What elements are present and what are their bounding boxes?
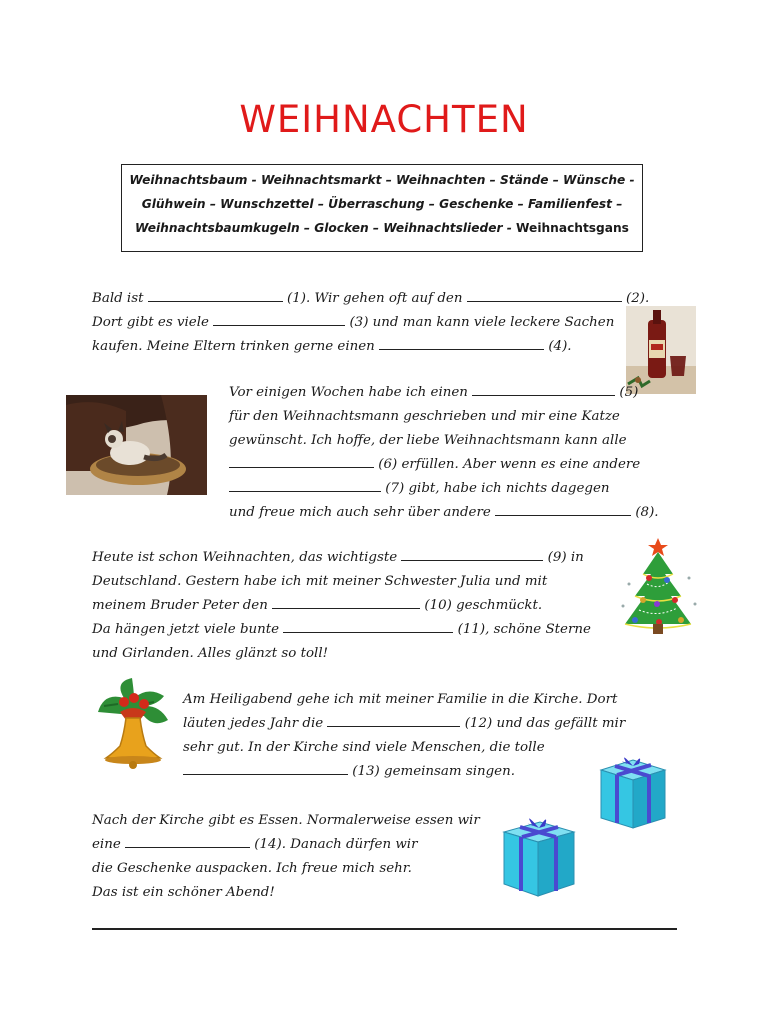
text: gewünscht. Ich hoffe, der liebe Weihnachtsmann kann alle [229, 433, 627, 448]
christmas-tree-icon [617, 534, 699, 644]
christmas-bell-icon [94, 672, 172, 772]
text: läuten jedes Jahr die [183, 716, 328, 731]
text: Deutschland. Gestern habe ich mit meiner Schwester Julia und mit [92, 574, 548, 589]
text: (5) [615, 385, 639, 400]
word-bank-line [128, 216, 636, 240]
text: sehr gut. In der Kirche sind viele Menschen, die tolle [183, 740, 545, 755]
text: Vor einigen Wochen habe ich einen [229, 385, 473, 400]
word-bank-last-word: Weihnachtsgans [516, 221, 629, 235]
text: (9) in [543, 550, 584, 565]
word-bank-text: Weihnachtsbaumkugeln – Glocken – Weihnachtslieder - [135, 221, 517, 235]
text: (6) erfüllen. Aber wenn es eine andere [374, 457, 641, 472]
paragraph-5 [92, 809, 480, 905]
page-title: WEIHNACHTEN [239, 98, 529, 141]
text: und freue mich auch sehr über andere [229, 505, 496, 520]
text: (13) gemeinsam singen. [348, 764, 515, 779]
text: und Girlanden. Alles glänzt so toll! [92, 646, 329, 661]
blank-3[interactable] [213, 312, 345, 326]
blank-13[interactable] [183, 761, 348, 775]
text: (10) geschmückt. [420, 598, 543, 613]
gift-box-icon [597, 748, 669, 830]
text: eine [92, 837, 126, 852]
text: (7) gibt, habe ich nichts dagegen [381, 481, 610, 496]
blank-1[interactable] [148, 288, 283, 302]
blank-14[interactable] [125, 834, 250, 848]
text: Heute ist schon Weihnachten, das wichtigste [92, 550, 402, 565]
paragraph-3 [92, 546, 591, 666]
text: (2). [621, 291, 650, 306]
text: (8). [631, 505, 659, 520]
text: (12) und das gefällt mir [460, 716, 626, 731]
word-bank-line: Glühwein – Wunschzettel – Überraschung – Geschenke – Familienfest – [141, 197, 623, 211]
text: Am Heiligabend gehe ich mit meiner Familie in die Kirche. Dort [183, 692, 618, 707]
bottom-divider [92, 928, 677, 930]
paragraph-1 [92, 287, 649, 359]
text: (4). [544, 339, 572, 354]
text: Bald ist [92, 291, 148, 306]
text: (11), schöne Sterne [453, 622, 591, 637]
cat-in-basket-photo [66, 395, 207, 495]
text: Da hängen jetzt viele bunte [92, 622, 284, 637]
text: (3) und man kann viele leckere Sachen [345, 315, 615, 330]
blank-10[interactable] [272, 595, 420, 609]
text: die Geschenke auspacken. Ich freue mich sehr. [92, 861, 412, 876]
text: für den Weihnachtsmann geschrieben und mir eine Katze [229, 409, 620, 424]
blank-6[interactable] [229, 454, 374, 468]
blank-5[interactable] [472, 382, 615, 396]
paragraph-2 [229, 381, 659, 525]
paragraph-4 [183, 688, 625, 784]
text: (14). Danach dürfen wir [250, 837, 418, 852]
text: (1). Wir gehen oft auf den [282, 291, 467, 306]
word-bank-line: Weihnachtsbaum - Weihnachtsmarkt – Weihnachten – Stände – Wünsche - [129, 173, 635, 187]
blank-8[interactable] [495, 502, 631, 516]
blank-7[interactable] [229, 478, 381, 492]
blank-9[interactable] [401, 547, 543, 561]
word-bank-box [121, 164, 643, 252]
blank-4[interactable] [379, 336, 544, 350]
text: meinem Bruder Peter den [92, 598, 273, 613]
blank-12[interactable] [327, 713, 460, 727]
text: Das ist ein schöner Abend! [92, 885, 275, 900]
text: Dort gibt es viele [92, 315, 214, 330]
gift-box-icon [500, 808, 578, 898]
blank-11[interactable] [283, 619, 453, 633]
text: kaufen. Meine Eltern trinken gerne einen [92, 339, 380, 354]
text: Nach der Kirche gibt es Essen. Normalerweise essen wir [92, 813, 480, 828]
blank-2[interactable] [467, 288, 622, 302]
